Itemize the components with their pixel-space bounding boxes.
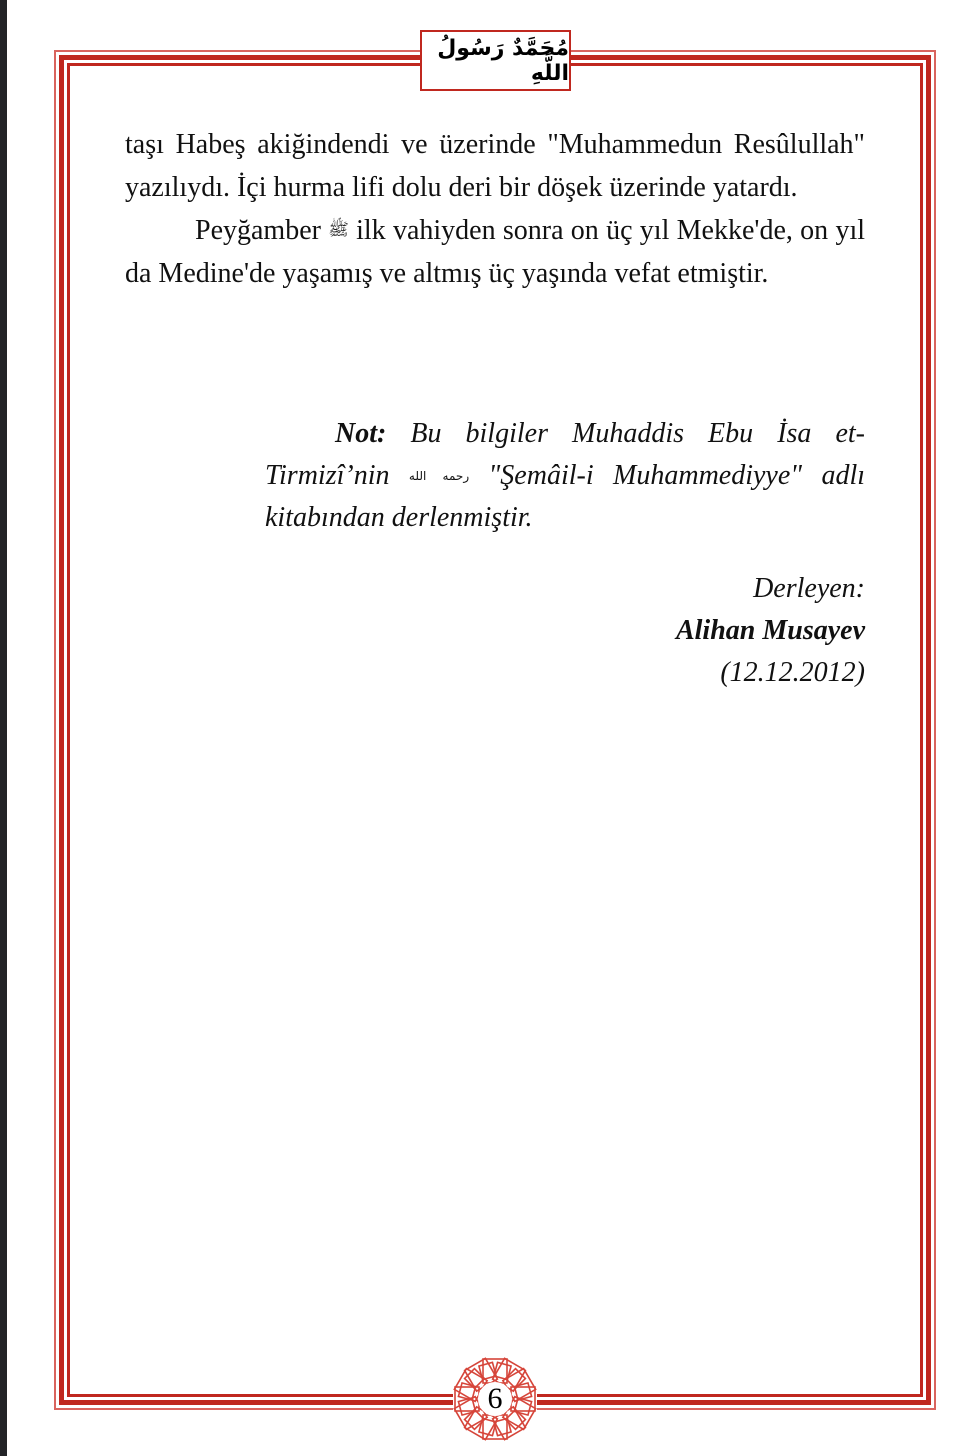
header-calligraphy: مُحَمَّدٌ رَسُولُ اللَّهِ bbox=[437, 35, 569, 86]
viewer-edge-strip bbox=[0, 0, 7, 1456]
compiler-name: Alihan Musayev bbox=[675, 615, 865, 646]
paragraph-1: taşı Habeş akiğindendi ve üzerinde "Muhammedun Resûlullah" yazılıydı. İçi hurma lifi dolu deri bir döşek üzerinde yatardı. bbox=[125, 129, 865, 203]
compiler-label: Derleyen: bbox=[753, 573, 865, 604]
body-text bbox=[125, 124, 865, 295]
paragraph-2-start: Peyğamber bbox=[195, 215, 321, 246]
note-text-end: "Şemâil-i Muhammediyye" adlı kitabından derlenmiştir. bbox=[265, 460, 866, 533]
note-label: Not: bbox=[335, 418, 387, 449]
paragraph-2 bbox=[125, 209, 865, 295]
rahimahullah-honorific-icon: رحمه الله bbox=[408, 469, 470, 483]
page-number: 6 bbox=[487, 1382, 503, 1415]
note-block bbox=[265, 413, 865, 539]
header-calligraphy-box bbox=[420, 30, 571, 91]
page-number-ornament bbox=[453, 1357, 537, 1441]
salawat-honorific-icon: ﷺ bbox=[328, 220, 349, 240]
note-text-start: Bu bilgiler Muhaddis Ebu İsa et-Tirmizî’nin bbox=[265, 418, 865, 491]
signature-block bbox=[676, 568, 865, 694]
paragraph-2-rest: ilk vahiyden sonra on üç yıl Mekke'de, on yıl da Medine'de yaşamış ve altmış üç yaşında vefat etmiştir. bbox=[125, 215, 866, 289]
compile-date: (12.12.2012) bbox=[720, 657, 865, 688]
